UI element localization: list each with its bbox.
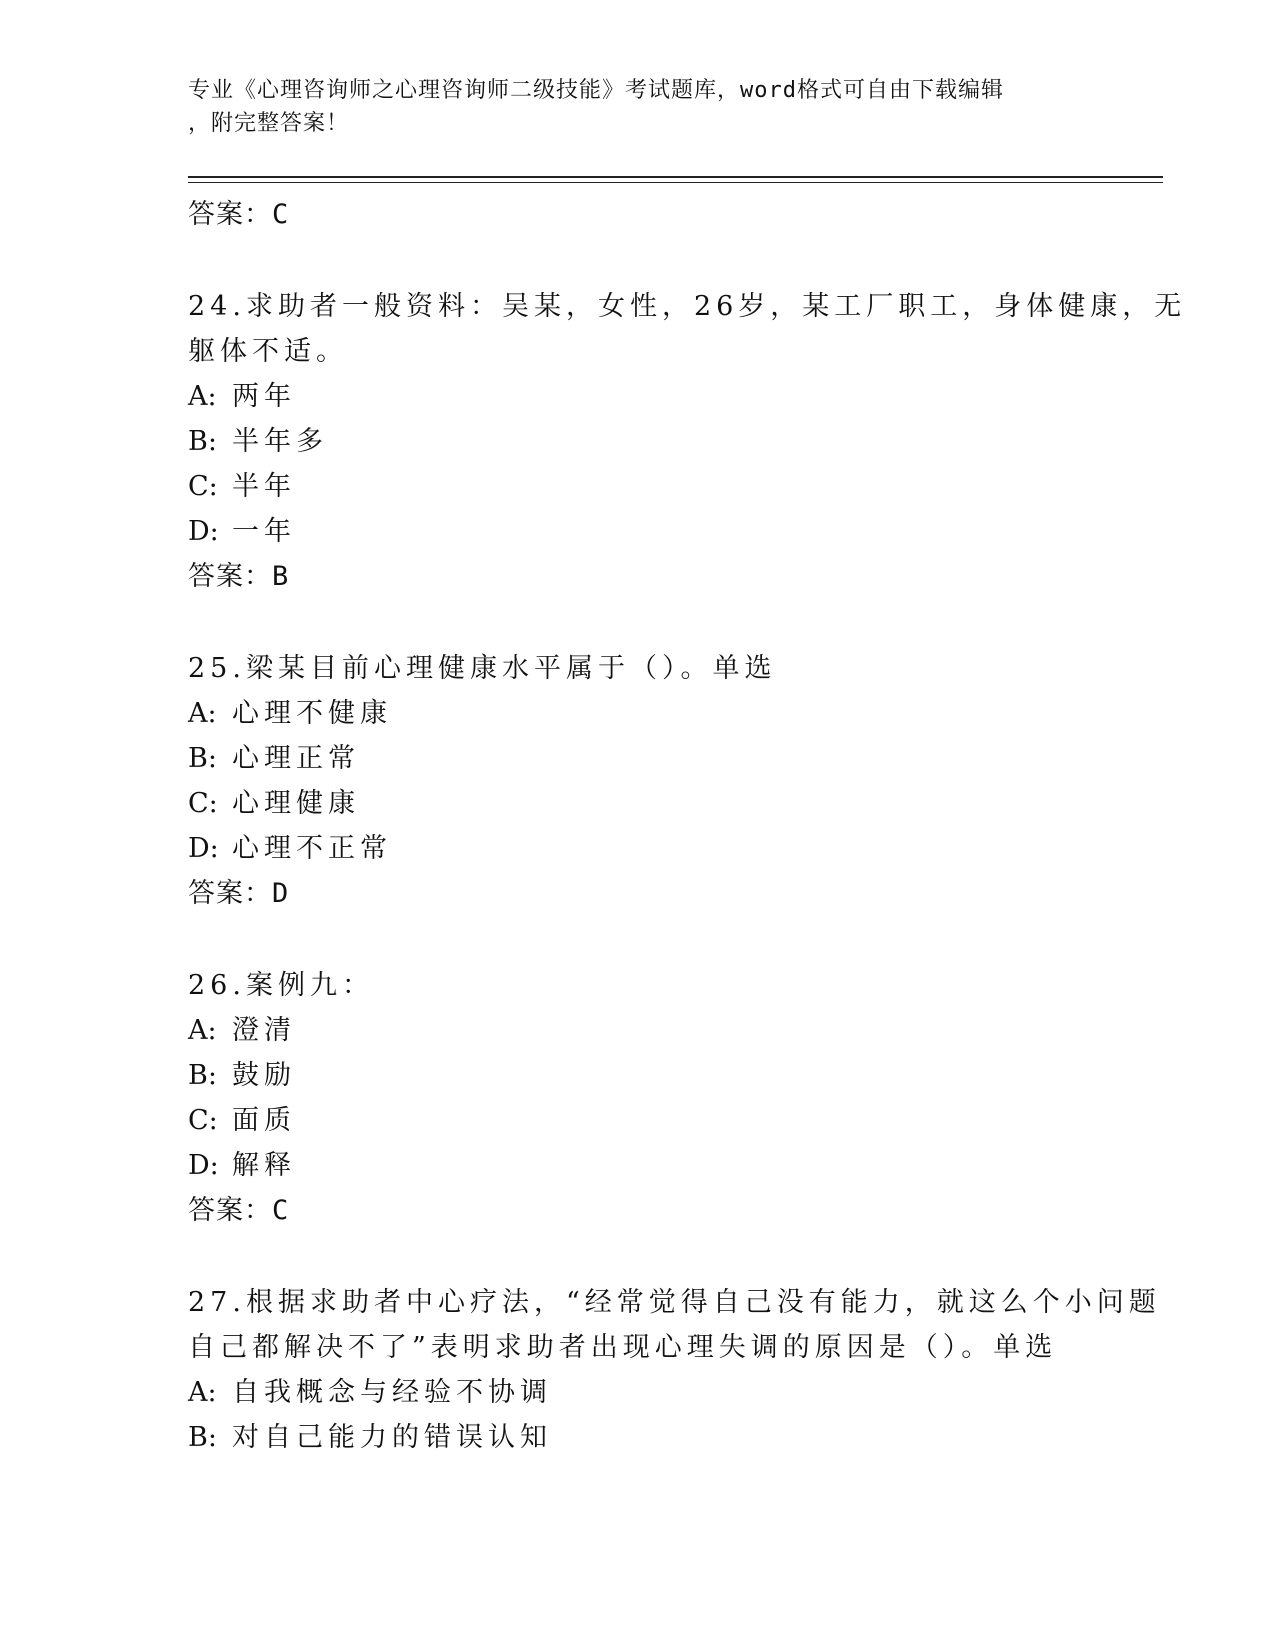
option-a — [188, 1370, 1088, 1415]
question-text-line: 26.案例九： — [188, 970, 374, 1001]
option-a — [188, 691, 1088, 736]
option-text: 半年多 — [232, 426, 328, 457]
question-text-line: 躯体不适。 — [188, 336, 348, 367]
option-c — [188, 781, 1088, 826]
option-key: C: — [188, 788, 218, 819]
option-key: A: — [188, 1377, 217, 1408]
option-text: 两年 — [232, 381, 296, 412]
option-key: B: — [188, 1060, 217, 1091]
option-key: A: — [188, 1015, 217, 1046]
option-d — [188, 1143, 1088, 1188]
option-text: 心理正常 — [232, 743, 360, 774]
option-key: D: — [188, 516, 219, 547]
option-text: 半年 — [232, 471, 296, 502]
option-b — [188, 1053, 1088, 1098]
question-24 — [188, 284, 1187, 600]
option-key: D: — [188, 833, 219, 864]
answer-line: 答案：B — [188, 561, 290, 592]
option-text: 解释 — [232, 1150, 296, 1181]
question-26 — [188, 963, 1088, 1234]
option-a — [188, 374, 1088, 419]
question-text-line: 自己都解决不了”表明求助者出现心理失调的原因是（）。单选 — [188, 1332, 1058, 1363]
option-b — [188, 1415, 1088, 1460]
question-text-line: 25.梁某目前心理健康水平属于（）。单选 — [188, 653, 777, 684]
option-d — [188, 826, 1088, 871]
option-key: B: — [188, 743, 217, 774]
option-key: C: — [188, 471, 218, 502]
option-b — [188, 419, 1088, 464]
option-d — [188, 509, 1088, 554]
option-key: B: — [188, 1422, 217, 1453]
option-text: 心理不正常 — [232, 833, 392, 864]
question-27 — [188, 1280, 1161, 1460]
header-title-line: 专业《心理咨询师之心理咨询师二级技能》考试题库，word格式可自由下载编辑 — [188, 78, 1004, 103]
header-divider — [188, 176, 1163, 178]
option-key: A: — [188, 381, 217, 412]
option-a — [188, 1008, 1088, 1053]
option-key: A: — [188, 698, 217, 729]
answer-line: 答案：D — [188, 878, 290, 909]
option-text: 面质 — [232, 1105, 296, 1136]
header-divider-thin — [188, 182, 1163, 183]
document-header — [188, 74, 1088, 140]
option-text: 心理健康 — [232, 788, 360, 819]
option-text: 澄清 — [232, 1015, 296, 1046]
option-text: 自我概念与经验不协调 — [232, 1377, 552, 1408]
option-text: 心理不健康 — [232, 698, 392, 729]
previous-answer: 答案：C — [188, 199, 290, 230]
question-25 — [188, 646, 1088, 917]
question-list — [188, 192, 1187, 1460]
option-key: C: — [188, 1105, 218, 1136]
answer-line: 答案：C — [188, 1195, 290, 1226]
question-text-line: 27.根据求助者中心疗法，“经常觉得自己没有能力，就这么个小问题 — [188, 1287, 1161, 1318]
option-c — [188, 464, 1088, 509]
option-text: 对自己能力的错误认知 — [232, 1422, 552, 1453]
option-text: 鼓励 — [232, 1060, 296, 1091]
header-subtitle-line: ，附完整答案！ — [188, 111, 350, 136]
option-text: 一年 — [232, 516, 296, 547]
option-key: D: — [188, 1150, 219, 1181]
option-b — [188, 736, 1088, 781]
option-c — [188, 1098, 1088, 1143]
question-text-line: 24.求助者一般资料：吴某，女性，26岁，某工厂职工，身体健康，无 — [188, 291, 1187, 322]
option-key: B: — [188, 426, 217, 457]
